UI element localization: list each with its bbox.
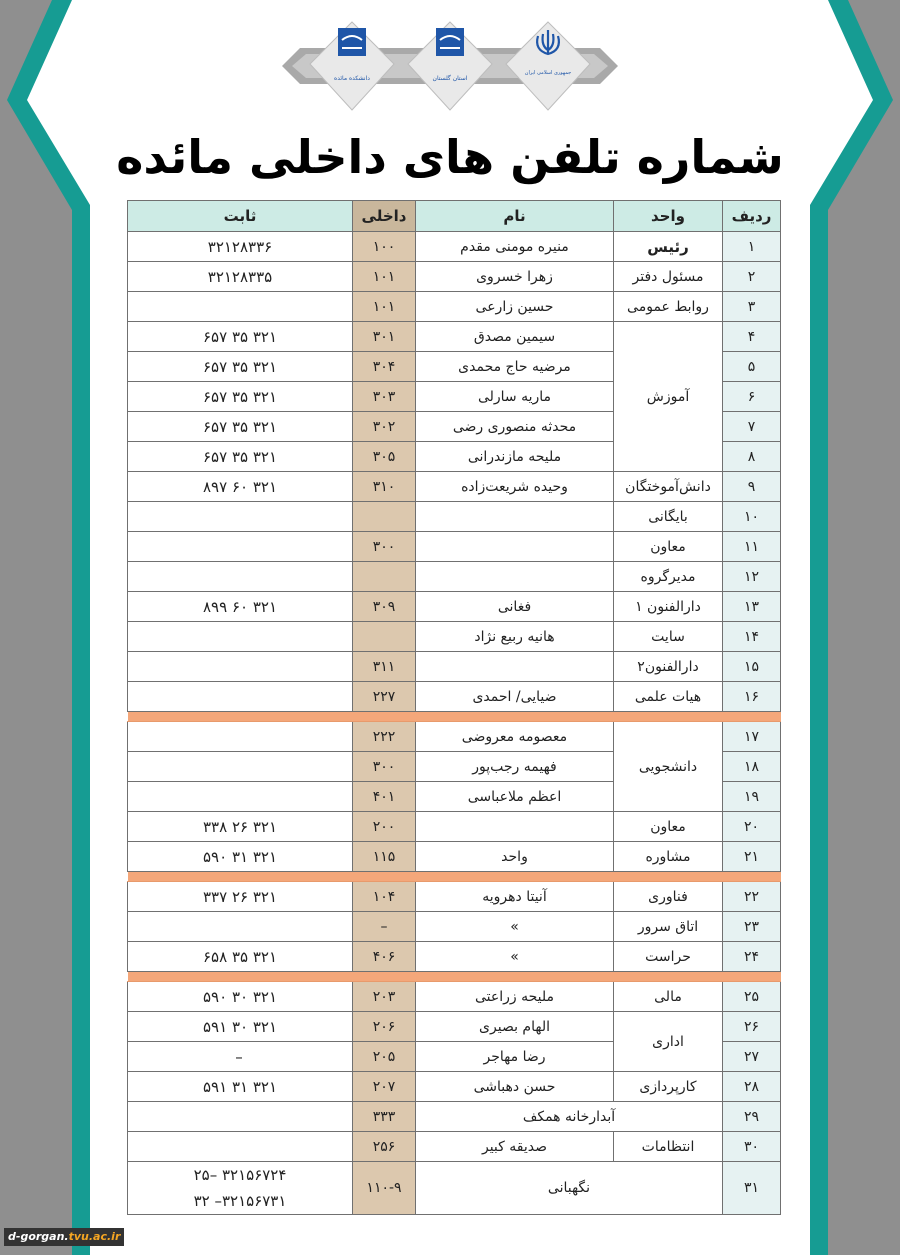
table-row [128,532,781,562]
cell-sabet [128,622,353,652]
cell-nam: الهام بصیری [416,1012,614,1042]
cell-radif: ۷ [723,412,781,442]
table-row [128,842,781,872]
cell-sabet: ۳۲۱ ۳۵ ۶۵۷ [128,412,353,442]
table-row [128,652,781,682]
cell-vahed: حراست [614,942,723,972]
cell-dakheli: ۱۱۰-۹ [353,1162,416,1215]
cell-vahed: فناوری [614,882,723,912]
page-title: شماره تلفن های داخلی مائده [116,130,784,184]
table-row [128,1132,781,1162]
cell-radif: ۲۸ [723,1072,781,1102]
cell-dakheli: ۲۰۷ [353,1072,416,1102]
cell-nam: فهیمه رجب‌پور [416,752,614,782]
table-row [128,502,781,532]
table-row [128,1102,781,1132]
cell-dakheli: ۱۰۱ [353,262,416,292]
cell-sabet: ۳۲۱۲۸۳۳۵ [128,262,353,292]
cell-radif: ۸ [723,442,781,472]
cell-radif: ۱۱ [723,532,781,562]
table-row [128,592,781,622]
watermark-prefix: d-gorgan. [8,1230,69,1243]
cell-radif: ۲ [723,262,781,292]
cell-vahed: بایگانی [614,502,723,532]
table-header-row [128,201,781,232]
cell-nam: ملیحه زراعتی [416,982,614,1012]
cell-nam: » [416,942,614,972]
cell-sabet: ۳۲۱ ۳۵ ۶۵۷ [128,382,353,412]
cell-radif: ۲۰ [723,812,781,842]
watermark-suffix: tvu.ac.ir [68,1230,121,1243]
cell-dakheli: ۳۱۰ [353,472,416,502]
cell-nam: هانیه ربیع نژاد [416,622,614,652]
cell-nam: فغانی [416,592,614,622]
cell-sabet [128,722,353,752]
header-nam: نام [416,201,614,232]
cell-vahed: دارالفنون۲ [614,652,723,682]
cell-dakheli: ۲۰۳ [353,982,416,1012]
cell-radif: ۲۷ [723,1042,781,1072]
cell-nam [416,562,614,592]
cell-radif: ۳۰ [723,1132,781,1162]
iran-emblem-logo [506,22,590,110]
cell-radif: ۱۷ [723,722,781,752]
cell-dakheli: ۳۰۰ [353,532,416,562]
table-row [128,622,781,652]
cell-vahed: مالی [614,982,723,1012]
cell-sabet [128,782,353,812]
cell-dakheli: ۲۵۶ [353,1132,416,1162]
table-row [128,882,781,912]
section-separator [128,972,781,982]
cell-dakheli: ۱۰۴ [353,882,416,912]
table-row [128,812,781,842]
cell-sabet: ۳۲۱۲۸۳۳۶ [128,232,353,262]
cell-vahed: دارالفنون ۱ [614,592,723,622]
logo-strip [282,18,618,114]
cell-vahed: آموزش [614,322,723,472]
site-watermark [4,1228,124,1246]
cell-radif: ۲۳ [723,912,781,942]
cell-sabet [128,1132,353,1162]
cell-dakheli: ۱۱۵ [353,842,416,872]
cell-vahed: دانشجویی [614,722,723,812]
cell-vahed: سایت [614,622,723,652]
cell-vahed: معاون [614,812,723,842]
cell-nam: محدثه منصوری رضی [416,412,614,442]
cell-sabet [128,912,353,942]
cell-vahed: اداری [614,1012,723,1072]
cell-vahed: انتظامات [614,1132,723,1162]
table-row [128,912,781,942]
cell-dakheli: ۴۰۶ [353,942,416,972]
cell-sabet: ۳۲۱ ۳۰ ۵۹۱ [128,1012,353,1042]
header-dakheli: داخلی [353,201,416,232]
cell-nam: وحیده شریعت‌زاده [416,472,614,502]
cell-dakheli: ۲۰۶ [353,1012,416,1042]
table-row [128,1072,781,1102]
cell-dakheli: ۲۲۷ [353,682,416,712]
cell-dakheli: ۳۰۰ [353,752,416,782]
cell-nam: رضا مهاجر [416,1042,614,1072]
cell-dakheli: ۳۰۳ [353,382,416,412]
cell-radif: ۲۱ [723,842,781,872]
cell-sabet: ۳۲۱ ۳۱ ۵۹۰ [128,842,353,872]
cell-radif: ۱۲ [723,562,781,592]
cell-dakheli [353,622,416,652]
cell-nam [416,502,614,532]
cell-nam: » [416,912,614,942]
phone-directory-table [127,200,781,1215]
cell-nam: ضیایی/ احمدی [416,682,614,712]
cell-nam [416,812,614,842]
cell-dakheli: ۳۳۳ [353,1102,416,1132]
cell-sabet: ۳۲۱ ۲۶ ۳۳۸ [128,812,353,842]
cell-dakheli: ۴۰۱ [353,782,416,812]
cell-vahed: رئیس [614,232,723,262]
cell-radif: ۳ [723,292,781,322]
cell-nam: آنیتا دهرویه [416,882,614,912]
cell-radif: ۳۱ [723,1162,781,1215]
cell-radif: ۲۹ [723,1102,781,1132]
cell-nam [416,652,614,682]
cell-radif: ۹ [723,472,781,502]
tvu-golestan-logo [408,22,492,110]
cell-nam: اعظم ملاعباسی [416,782,614,812]
cell-radif: ۲۶ [723,1012,781,1042]
cell-sabet [128,1162,353,1215]
cell-vahed: مسئول دفتر [614,262,723,292]
table-row [128,472,781,502]
cell-dakheli: ۲۲۲ [353,722,416,752]
table-row [128,292,781,322]
cell-radif: ۱۸ [723,752,781,782]
cell-sabet: ۳۲۱ ۲۶ ۳۳۷ [128,882,353,912]
cell-sabet [128,562,353,592]
cell-sabet: ۳۲۱ ۳۰ ۵۹۰ [128,982,353,1012]
cell-nam [416,532,614,562]
cell-vahed: دانش‌آموختگان [614,472,723,502]
cell-sabet [128,1102,353,1132]
cell-dakheli: ۳۰۱ [353,322,416,352]
cell-dakheli: ۳۰۴ [353,352,416,382]
table-row [128,982,781,1012]
table-row [128,942,781,972]
cell-sabet: ۳۲۱ ۶۰ ۸۹۷ [128,472,353,502]
cell-radif: ۵ [723,352,781,382]
cell-vahed: مشاوره [614,842,723,872]
header-vahed: واحد [614,201,723,232]
cell-nam: واحد [416,842,614,872]
cell-sabet: ۳۲۱ ۳۵ ۶۵۷ [128,442,353,472]
cell-dakheli: ۱۰۰ [353,232,416,262]
cell-radif: ۴ [723,322,781,352]
cell-nam: زهرا خسروی [416,262,614,292]
table-row [128,1012,781,1042]
cell-radif: ۱۶ [723,682,781,712]
cell-nam: حسن دهباشی [416,1072,614,1102]
cell-dakheli: ۳۰۵ [353,442,416,472]
table-row [128,562,781,592]
section-separator [128,872,781,882]
cell-radif: ۶ [723,382,781,412]
table-row [128,1162,781,1215]
cell-radif: ۲۴ [723,942,781,972]
header-radif: ردیف [723,201,781,232]
cell-sabet [128,752,353,782]
table-row [128,722,781,752]
cell-dakheli [353,562,416,592]
cell-vahed: هیات علمی [614,682,723,712]
cell-radif: ۱۵ [723,652,781,682]
cell-vahed: معاون [614,532,723,562]
cell-sabet [128,652,353,682]
header-sabet: ثابت [128,201,353,232]
cell-sabet: ۳۲۱ ۳۵ ۶۵۸ [128,942,353,972]
cell-nam: صدیقه کبیر [416,1132,614,1162]
cell-dakheli: ۳۰۲ [353,412,416,442]
cell-dakheli: ۲۰۵ [353,1042,416,1072]
table-row [128,232,781,262]
cell-sabet [128,502,353,532]
cell-radif: ۱۴ [723,622,781,652]
cell-sabet [128,532,353,562]
cell-sabet: ۳۲۱ ۳۵ ۶۵۷ [128,322,353,352]
cell-vahed: روابط عمومی [614,292,723,322]
cell-nam: نگهبانی [416,1162,723,1215]
cell-sabet: – [128,1042,353,1072]
cell-radif: ۱ [723,232,781,262]
cell-nam: معصومه معروضی [416,722,614,752]
section-separator [128,712,781,722]
cell-radif: ۱۹ [723,782,781,812]
cell-dakheli: ۳۰۹ [353,592,416,622]
cell-dakheli: ۲۰۰ [353,812,416,842]
cell-radif: ۱۰ [723,502,781,532]
table-row [128,262,781,292]
cell-dakheli: ۱۰۱ [353,292,416,322]
cell-sabet [128,292,353,322]
cell-radif: ۲۲ [723,882,781,912]
cell-nam: ملیحه مازندرانی [416,442,614,472]
cell-nam: مرضیه حاج محمدی [416,352,614,382]
cell-vahed: کارپردازی [614,1072,723,1102]
cell-dakheli: ۳۱۱ [353,652,416,682]
cell-radif: ۱۳ [723,592,781,622]
cell-dakheli: – [353,912,416,942]
table-row [128,322,781,352]
cell-dakheli [353,502,416,532]
cell-vahed: مدیرگروه [614,562,723,592]
cell-nam: منیره مومنی مقدم [416,232,614,262]
sabet-line-1: ۳۲۱۵۶۷۲۴ –۲۵ [193,1166,287,1184]
svg-text:استان گلستان: استان گلستان [432,75,468,82]
sabet-line-2: ۳۲۱۵۶۷۳۱– ۳۲ [193,1192,287,1210]
cell-sabet: ۳۲۱ ۳۵ ۶۵۷ [128,352,353,382]
table-row [128,682,781,712]
cell-nam: حسین زارعی [416,292,614,322]
svg-text:جمهوری اسلامی ایران: جمهوری اسلامی ایران [524,70,572,76]
cell-sabet: ۳۲۱ ۳۱ ۵۹۱ [128,1072,353,1102]
cell-nam: آبدارخانه همکف [416,1102,723,1132]
cell-nam: سیمین مصدق [416,322,614,352]
cell-radif: ۲۵ [723,982,781,1012]
tvu-maedeh-logo [310,22,394,110]
cell-sabet [128,682,353,712]
cell-nam: ماریه سارلی [416,382,614,412]
svg-text:دانشکده مائده: دانشکده مائده [334,75,370,82]
cell-vahed: اتاق سرور [614,912,723,942]
cell-sabet: ۳۲۱ ۶۰ ۸۹۹ [128,592,353,622]
